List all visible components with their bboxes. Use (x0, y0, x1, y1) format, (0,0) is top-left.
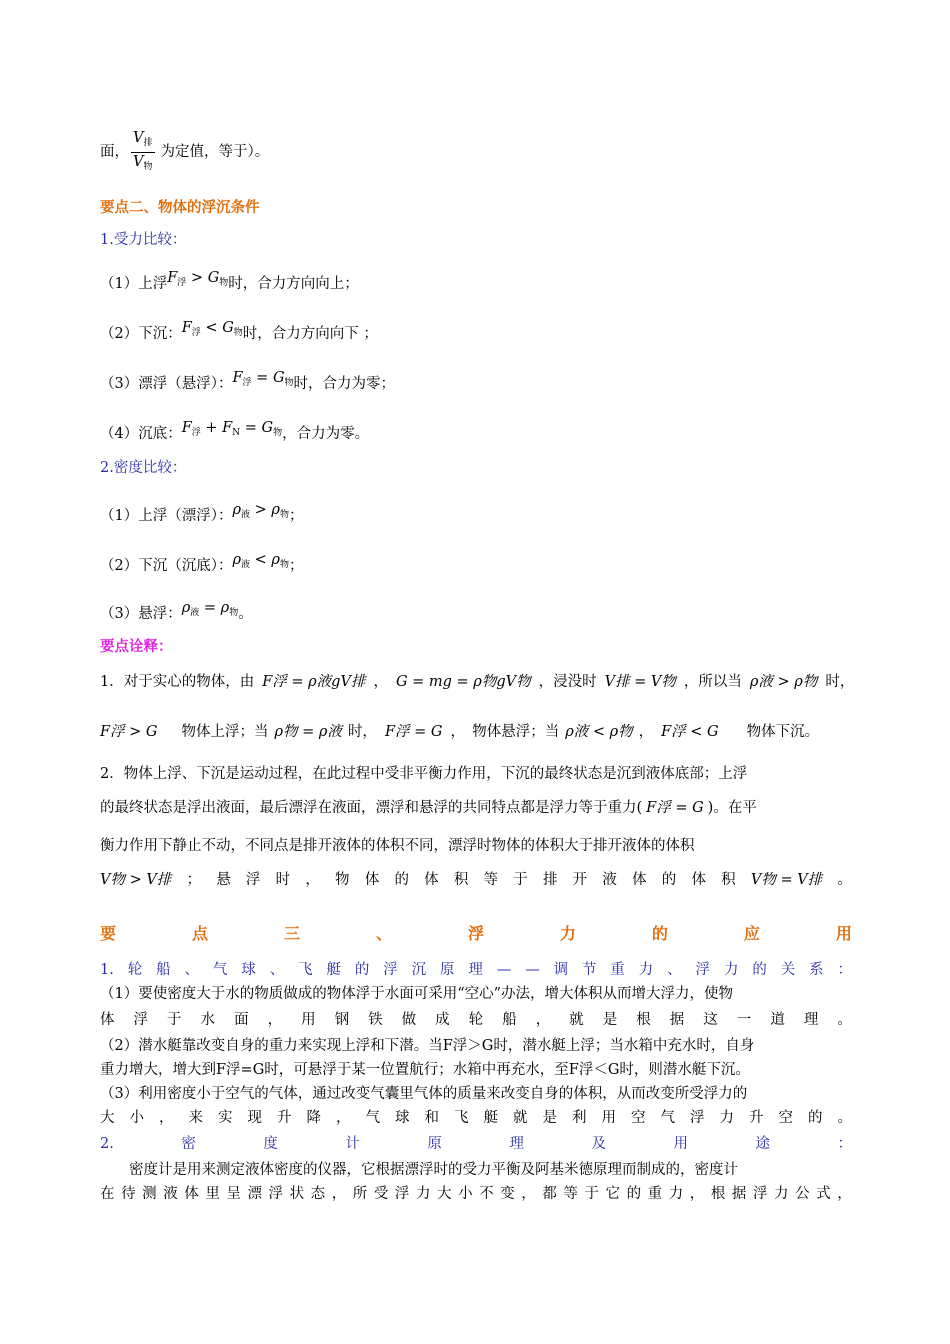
justified-char: 体 (632, 872, 647, 888)
density-formula (232, 550, 288, 575)
formula-subscript: 物 (233, 328, 243, 338)
justified-char: 公 (795, 1186, 810, 1202)
justified-char: 于 (167, 1012, 182, 1028)
formula-subscript: 物 (229, 608, 239, 618)
justified-char: 小 (458, 1186, 473, 1202)
formula-symbol: G (222, 320, 234, 336)
sub1-justified (100, 960, 852, 980)
justified-char: ， (689, 1186, 705, 1202)
formula-operator: > (186, 270, 208, 286)
justified-char: 都 (542, 1186, 557, 1202)
heading-char: 密 (181, 1136, 196, 1152)
note2-line2 (100, 798, 757, 818)
formula-subscript: 物 (284, 378, 294, 388)
note2-line4-justified (100, 870, 852, 890)
justified-char: 重 (647, 1186, 663, 1202)
para1-line6 (100, 1108, 852, 1128)
formula-volume-greater: V物 > V排 (100, 872, 172, 888)
heading-char: 的 (752, 962, 767, 978)
heading-char: 力 (638, 962, 654, 978)
text-segment: ，浸没时 (538, 674, 597, 690)
justified-char: 变 (500, 1186, 515, 1202)
para1-line6-justified (100, 1108, 852, 1128)
justified-char: 就 (513, 1110, 528, 1126)
heading-char: 飞 (298, 962, 313, 978)
heading-char: — (496, 962, 512, 978)
force-item (100, 368, 395, 394)
justified-char: 状 (289, 1186, 305, 1202)
note1-line2 (100, 722, 819, 742)
justified-char: 体 (691, 872, 706, 888)
justified-char: 降 (306, 1110, 321, 1126)
force-item-label: （2）下沉： (100, 326, 182, 342)
justified-char: 的 (808, 1110, 823, 1126)
density-item-label: （2）下沉（沉底）： (100, 558, 233, 574)
justified-char: 现 (247, 1110, 262, 1126)
justified-char: 道 (770, 1012, 785, 1028)
justified-char: ， (267, 1012, 283, 1028)
justified-char: 里 (205, 1186, 220, 1202)
justified-char: 浮 (133, 1012, 149, 1028)
text-segment: ，所以当 (683, 674, 742, 690)
force-comparison-title: 1.受力比较： (100, 232, 187, 248)
formula-buoyancy: F浮 = ρ液gV排 (262, 674, 366, 690)
justified-char: 理 (803, 1012, 819, 1028)
justified-char: 悬 (216, 872, 231, 888)
justified-char: 受 (373, 1186, 389, 1202)
formula-subscript: 浮 (242, 378, 252, 388)
note2-line4 (100, 870, 852, 890)
formula-subscript: 物 (279, 510, 289, 520)
para1-line2-justified (100, 1010, 852, 1030)
force-formula (167, 268, 228, 293)
justified-char: 体 (184, 1186, 199, 1202)
justified-char: 积 (453, 872, 469, 888)
formula-gravity: G = mg = ρ物gV物 (395, 674, 531, 690)
justified-char: 浮 (394, 1186, 410, 1202)
heading-char: 球 (241, 962, 256, 978)
heading-char: 计 (345, 1136, 360, 1152)
justified-char: 小 (129, 1110, 144, 1126)
text-segment: 为定值，等于）。 (160, 144, 270, 160)
justified-char: ， (535, 1012, 551, 1028)
justified-char: 体 (424, 872, 439, 888)
justified-char: 不 (479, 1186, 494, 1202)
formula-subscript: 浮 (191, 328, 201, 338)
formula-subscript: 物 (219, 278, 229, 288)
note1-line1 (100, 672, 854, 692)
force-item-tail: ，合力为零。 (282, 426, 370, 442)
justified-char: 升 (749, 1110, 764, 1126)
justified-char: 大 (437, 1186, 452, 1202)
para2-line2 (100, 1184, 852, 1204)
heading-char: 重 (610, 962, 625, 978)
justified-char: 。 (837, 872, 852, 888)
para1-line4: 重力增大，增大到F浮=G时，可悬浮于某一位置航行；水箱中再充水，至F浮＜G时，则潜水艇下沉。 (100, 1062, 750, 1078)
para2-line2-justified (100, 1184, 852, 1204)
formula-subscript: 物 (273, 428, 283, 438)
heading-char: 的 (354, 962, 370, 978)
heading-char: 要 (100, 924, 117, 943)
formula-density-less: ρ液 < ρ物 (565, 724, 633, 740)
justified-char: 于 (584, 1186, 599, 1202)
formula-symbol: ρ (232, 552, 242, 568)
heading-char: 理 (509, 1136, 524, 1152)
justified-char: 用 (301, 1012, 316, 1028)
text-segment: 的最终状态是浮出液面，最后漂浮在液面，漂浮和悬浮的共同特点都是浮力等于重力( (100, 800, 643, 816)
subheading-2 (100, 1134, 852, 1154)
text-segment: 1．对于实心的物体，由 (100, 674, 255, 690)
justified-char: 据 (669, 1012, 685, 1028)
section-heading-3 (100, 924, 852, 944)
heading-char: 的 (651, 924, 668, 943)
density-item (100, 598, 253, 624)
formula-subscript: 浮 (177, 278, 187, 288)
formula-symbol: ρ (220, 600, 230, 616)
force-item-tail: 时，合力方向向上； (228, 276, 359, 292)
text-segment: ， (638, 724, 654, 740)
formula-symbol: G (207, 270, 220, 286)
formula-symbol: G (261, 420, 274, 436)
formula-volume-equal: V排 = V物 (604, 674, 676, 690)
justified-char: 的 (661, 872, 677, 888)
justified-char: 这 (703, 1012, 718, 1028)
justified-char: 。 (837, 1110, 852, 1126)
formula-subscript: 物 (279, 560, 289, 570)
heading-char: 浮 (695, 962, 711, 978)
heading-char: 力 (559, 924, 576, 943)
text-segment: 面， (100, 144, 129, 160)
para1-line3: （2）潜水艇靠改变自身的重力来实现上浮和下潜。当F浮＞G时，潜水艇上浮；当水箱中充水时，自身 (100, 1038, 755, 1054)
formula-subscript: 液 (190, 608, 200, 618)
justified-char: 测 (142, 1186, 157, 1202)
density-item-label: （3）悬浮： (100, 606, 182, 622)
text-segment: 时， (347, 724, 377, 740)
justified-char: 。 (837, 1012, 852, 1028)
justified-char: ， (331, 1186, 347, 1202)
text-segment: 时， (825, 674, 855, 690)
heading-char: 气 (212, 962, 228, 978)
density-comparison-title: 2.密度比较： (100, 460, 187, 476)
formula-density-greater: ρ液 > ρ物 (749, 674, 818, 690)
heading-char: 用 (835, 924, 852, 943)
justified-char: 的 (626, 1186, 642, 1202)
force-item-label: （4）沉底： (100, 426, 182, 442)
formula-operator: = (240, 420, 262, 436)
justified-char: ； (186, 872, 202, 888)
formula-subscript: 液 (241, 560, 251, 570)
formula-subscript: N (232, 428, 241, 438)
heading-char: 关 (780, 962, 796, 978)
justified-char: 船 (502, 1012, 517, 1028)
justified-char: 力 (774, 1186, 789, 1202)
justified-char: 所 (352, 1186, 368, 1202)
fraction-denominator: V (133, 153, 144, 170)
heading-char: ： (837, 962, 852, 978)
heading-char: 理 (468, 962, 483, 978)
justified-char: 根 (710, 1186, 726, 1202)
justified-char: 浮 (690, 1110, 705, 1126)
fraction-numerator: V (133, 129, 144, 146)
formula-suspend: F浮 = G (384, 724, 443, 740)
para1-line5: （3）利用密度小于空气的气体，通过改变气囊里气体的质量来改变自身的体积，从而改变所受浮力的 (100, 1086, 748, 1102)
heading-char: 浮 (383, 962, 398, 978)
justified-char: ， (305, 872, 320, 888)
justified-char: 是 (602, 1012, 618, 1028)
heading-char: 及 (591, 1136, 606, 1152)
heading3-justified (100, 924, 852, 944)
force-item (100, 418, 369, 444)
heading-char: 浮 (467, 924, 484, 943)
formula-sink: F浮 < G (661, 724, 719, 740)
justified-char: 利 (572, 1110, 587, 1126)
force-item-label: （1）上浮 (100, 276, 168, 292)
density-formula (232, 500, 288, 525)
note2-line1: 2．物体上浮、下沉是运动过程，在此过程中受非平衡力作用，下沉的最终状态是沉到液体底部；上浮 (100, 766, 748, 782)
force-formula (182, 418, 282, 443)
justified-char: 浮 (245, 872, 261, 888)
heading-char: 2. (100, 1136, 114, 1152)
density-item-tail: ； (288, 508, 304, 524)
fraction-denominator-sub: 物 (143, 161, 153, 172)
justified-char: 飞 (454, 1110, 469, 1126)
formula-symbol: F (232, 370, 243, 386)
force-item (100, 268, 359, 294)
formula-operator: = (199, 600, 221, 616)
justified-char: 球 (395, 1110, 410, 1126)
heading-char: 、 (269, 962, 285, 978)
formula-operator: < (250, 552, 272, 568)
justified-char: 轮 (468, 1012, 484, 1028)
formula-operator: > (250, 502, 272, 518)
justified-char: 体 (364, 872, 380, 888)
formula-subscript: 浮 (191, 428, 201, 438)
justified-char: 开 (572, 872, 588, 888)
justified-char: 态 (310, 1186, 326, 1202)
formula-float-equal-gravity: F浮 = G (646, 800, 704, 816)
justified-char: 就 (569, 1012, 584, 1028)
justified-char: 空 (631, 1110, 646, 1126)
heading-char: 节 (581, 962, 597, 978)
justified-char: 浮 (268, 1186, 283, 1202)
formula-symbol: G (272, 370, 285, 386)
para2-line1: 密度计是用来测定液体密度的仪器，它根据漂浮时的受力平衡及阿基米德原理而制成的，密度计 (100, 1162, 738, 1178)
heading-char: 原 (440, 962, 455, 978)
formula-symbol: ρ (271, 502, 280, 518)
justified-char: 积 (721, 872, 736, 888)
density-item (100, 500, 303, 526)
justified-char: 大 (100, 1110, 115, 1126)
text-segment: 物体下沉。 (746, 724, 820, 740)
justified-char: 实 (218, 1110, 233, 1126)
formula-symbol: F (181, 420, 192, 436)
formula-symbol: F (167, 270, 178, 286)
density-item (100, 550, 303, 576)
density-item-tail: ； (288, 558, 304, 574)
force-item-tail: 时，合力方向向下 ； (242, 326, 378, 342)
justified-char: 漂 (247, 1186, 262, 1202)
note-title: 要点诠释： (100, 638, 173, 655)
justified-char: 是 (542, 1110, 557, 1126)
justified-char: 呈 (226, 1186, 241, 1202)
formula-operator: + F (200, 420, 233, 436)
force-item-tail: 时，合力为零； (293, 376, 396, 392)
justified-char: 升 (277, 1110, 292, 1126)
heading-char: 1. (100, 962, 114, 978)
formula-float-up: F浮 > G (100, 724, 158, 740)
justified-char: 液 (163, 1186, 178, 1202)
justified-char: 根 (636, 1012, 651, 1028)
justified-char: 做 (401, 1012, 417, 1028)
heading-char: 、 (184, 962, 200, 978)
justified-char: 于 (513, 872, 528, 888)
para1-line2 (100, 1010, 852, 1030)
section-heading-2: 要点二、物体的浮沉条件 (100, 199, 260, 216)
force-formula (232, 368, 293, 393)
heading-char: 船 (156, 962, 171, 978)
justified-char: 用 (601, 1110, 616, 1126)
heading-char: 沉 (411, 962, 427, 978)
justified-char: 来 (188, 1110, 203, 1126)
heading-char: 用 (673, 1136, 688, 1152)
justified-char: 的 (394, 872, 409, 888)
heading-char: 力 (723, 962, 739, 978)
formula-symbol: ρ (271, 552, 280, 568)
justified-char: ， (336, 1110, 351, 1126)
heading-char: 艇 (326, 962, 341, 978)
force-item (100, 318, 378, 344)
heading-char: 度 (263, 1136, 278, 1152)
formula-symbol: ρ (232, 502, 242, 518)
fraction-line (100, 128, 269, 176)
text-segment: 物体上浮；当 (181, 724, 269, 740)
text-segment: ， 物体悬浮；当 (450, 724, 560, 740)
para1-line1: （1）要使密度大于水的物质做成的物体浮于水面可采用“空心”办法，增大体积从而增大浮力，使物 (100, 986, 734, 1002)
justified-char: 物 (335, 872, 350, 888)
justified-char: 钢 (334, 1012, 350, 1028)
justified-char: 等 (563, 1186, 578, 1202)
note2-line3: 衡力作用下静止不动，不同点是排开液体的体积不同，漂浮时物体的体积大于排开液体的体积 (100, 838, 695, 854)
sub2-justified (100, 1134, 852, 1154)
justified-char: 排 (542, 872, 558, 888)
force-item-label: （3）漂浮（悬浮）： (100, 376, 233, 392)
justified-char: 等 (483, 872, 499, 888)
heading-char: — (525, 962, 540, 978)
heading-char: 、 (667, 962, 682, 978)
justified-char: 在 (100, 1186, 115, 1202)
volume-fraction (131, 129, 155, 176)
justified-char: 艇 (483, 1110, 498, 1126)
justified-char: 气 (365, 1110, 380, 1126)
justified-char: 液 (602, 872, 617, 888)
force-formula (182, 318, 243, 343)
heading-char: 途 (755, 1136, 770, 1152)
justified-char: 力 (415, 1186, 431, 1202)
heading-char: 系 (809, 962, 824, 978)
justified-char: 水 (200, 1012, 216, 1028)
justified-char: 面 (234, 1012, 249, 1028)
density-formula (182, 598, 238, 623)
heading-char: ： (837, 1136, 852, 1152)
density-item-label: （1）上浮（漂浮）： (100, 508, 233, 524)
fraction-numerator-sub: 排 (143, 137, 153, 148)
formula-operator: < (200, 320, 223, 336)
formula-density-equal: ρ物 = ρ液 (274, 724, 342, 740)
justified-char: 铁 (368, 1012, 383, 1028)
justified-char: 体 (100, 1012, 115, 1028)
density-item-tail: 。 (238, 606, 253, 622)
formula-symbol: F (181, 320, 192, 336)
heading-char: 应 (743, 924, 760, 943)
justified-char: ， (159, 1110, 174, 1126)
formula-operator: = (251, 370, 273, 386)
formula-subscript: 液 (241, 510, 251, 520)
justified-char: 成 (435, 1012, 450, 1028)
justified-char: 力 (719, 1110, 734, 1126)
justified-char: 式 (816, 1186, 831, 1202)
justified-char: 空 (778, 1110, 793, 1126)
justified-char: ， (521, 1186, 536, 1202)
text-segment: )。在平 (707, 800, 757, 816)
heading-char: 三 (283, 924, 300, 943)
justified-char: ， (837, 1186, 852, 1202)
heading-char: 、 (375, 924, 392, 943)
justified-char: 时 (275, 872, 291, 888)
justified-char: 它 (605, 1186, 620, 1202)
justified-char: 力 (668, 1186, 684, 1202)
justified-char: 一 (736, 1012, 752, 1028)
heading-char: 点 (191, 924, 208, 943)
formula-symbol: ρ (181, 600, 191, 616)
text-segment: ， (373, 674, 388, 690)
justified-char: 和 (424, 1110, 439, 1126)
heading-char: 原 (427, 1136, 442, 1152)
justified-char: 气 (660, 1110, 675, 1126)
justified-char: 待 (121, 1186, 136, 1202)
justified-char: 浮 (752, 1186, 768, 1202)
formula-volume-equal: V物 = V排 (750, 872, 823, 888)
heading-char: 轮 (127, 962, 143, 978)
justified-char: 据 (731, 1186, 747, 1202)
heading-char: 调 (553, 962, 569, 978)
subheading-1 (100, 960, 852, 980)
